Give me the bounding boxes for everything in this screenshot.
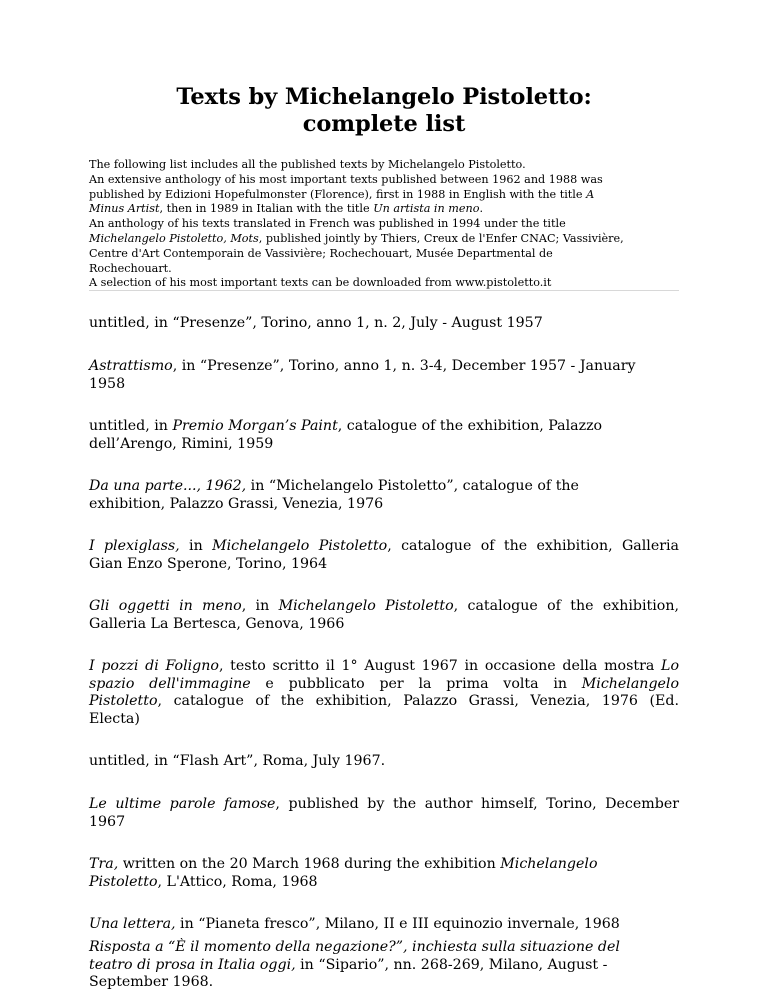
entry-line <box>89 957 679 975</box>
bibliography-entry <box>89 796 679 831</box>
intro-italic-text: Michelangelo Pistoletto, Mots <box>89 231 259 245</box>
entry-line <box>89 418 679 436</box>
entry-text: in “Pianeta fresco”, Milano, II e III equinozio invernale, 1968 <box>175 916 620 932</box>
entry-line <box>89 693 679 711</box>
entry-title: spazio dell'immagine <box>89 675 251 692</box>
entry-title: Michelangelo Pistoletto <box>212 538 388 554</box>
entry-text: written on the 20 March 1968 during the exhibition <box>118 856 501 872</box>
entry-title: Le ultime parole famose <box>89 796 276 812</box>
bibliography-entry <box>89 916 679 934</box>
bibliography-entry <box>89 856 679 891</box>
entry-title: Pistoletto <box>89 873 158 890</box>
entry-line <box>89 658 679 676</box>
title-line-1: Texts by Michelangelo Pistoletto: <box>176 84 592 110</box>
intro-line: A selection of his most important texts can be downloaded from www.pistoletto.it <box>89 276 552 290</box>
entry-text: , in “Presenze”, Torino, anno 1, n. 3-4, December 1957 - January <box>172 358 636 374</box>
entry-title: Michelangelo Pistoletto <box>278 598 454 614</box>
entry-text: in <box>179 538 213 554</box>
entry-line: Galleria La Bertesca, Genova, 1966 <box>89 615 345 632</box>
entry-title: Premio Morgan’s Paint <box>172 418 338 434</box>
bibliography-entry <box>89 538 679 573</box>
entry-line: 1958 <box>89 375 126 392</box>
entry-line <box>89 874 679 892</box>
intro-line: An extensive anthology of his most important texts published between 1962 and 1988 was <box>89 172 603 186</box>
entry-title: Una lettera, <box>89 916 176 932</box>
intro-line: The following list includes all the published texts by Michelangelo Pistoletto. <box>89 158 526 171</box>
entry-title: Pistoletto <box>89 693 158 709</box>
entry-line <box>89 856 679 874</box>
intro-line <box>89 188 689 203</box>
bibliography-entry <box>89 358 679 393</box>
entry-text: , published by the author himself, Torino, December <box>275 796 679 812</box>
entry-title: Michelangelo <box>500 856 598 872</box>
entry-title: I pozzi di Foligno <box>89 658 219 674</box>
entry-line: exhibition, Palazzo Grassi, Venezia, 1976 <box>89 495 384 512</box>
intro-line: Rochechouart. <box>89 261 172 275</box>
entry-title: Da una parte..., 1962, <box>89 478 247 494</box>
entry-line: 1967 <box>89 813 126 830</box>
intro-text: published by Edizioni Hopefulmonster (Florence), first in 1988 in English with the title <box>89 187 587 201</box>
entry-line <box>89 598 679 616</box>
intro-italic-text: Minus Artist <box>89 202 160 216</box>
intro-line <box>89 232 689 247</box>
entry-text: , catalogue of the exhibition, Galleria <box>387 538 679 554</box>
intro-text: , published jointly by Thiers, Creux de l'Enfer CNAC; Vassivière, <box>258 231 624 245</box>
bibliography-entry <box>89 753 679 771</box>
entry-title: Astrattismo <box>89 358 173 374</box>
bibliography-entry <box>89 658 679 728</box>
intro-text: , then in 1989 in Italian with the title <box>159 202 374 216</box>
page-title <box>110 84 658 138</box>
entry-title: I plexiglass, <box>89 538 180 554</box>
entry-line <box>89 796 679 814</box>
bibliography-entry <box>89 315 679 333</box>
entry-line: untitled, in “Flash Art”, Roma, July 1967. <box>89 753 386 769</box>
entry-line: Gian Enzo Sperone, Torino, 1964 <box>89 555 328 572</box>
entry-title: teatro di prosa in Italia oggi, <box>89 956 296 973</box>
entry-text: in “Sipario”, nn. 268-269, Milano, August - <box>295 956 608 973</box>
intro-line: Centre d'Art Contemporain de Vassivière; Rochechouart, Musée Departmental de <box>89 246 553 260</box>
entry-text: untitled, in <box>89 418 173 434</box>
intro-line: An anthology of his texts translated in French was published in 1994 under the title <box>89 217 566 231</box>
entry-title: Michelangelo <box>581 675 679 692</box>
intro-italic-text: Un artista in meno <box>373 202 480 216</box>
entry-line: Electa) <box>89 710 140 727</box>
entry-title: Gli oggetti in meno <box>89 598 242 614</box>
entry-line: untitled, in “Presenze”, Torino, anno 1, n. 2, July - August 1957 <box>89 315 543 331</box>
entry-text: e pubblicato per la prima volta in <box>250 675 582 692</box>
entry-title: Lo <box>661 658 679 674</box>
entry-line: dell’Arengo, Rimini, 1959 <box>89 435 274 452</box>
entry-line <box>89 358 679 376</box>
entry-line <box>89 478 679 496</box>
entry-line: September 1968. <box>89 974 214 990</box>
entry-text: in “Michelangelo Pistoletto”, catalogue of the <box>246 478 579 494</box>
entry-line <box>89 538 679 556</box>
entry-line <box>89 916 679 934</box>
entry-title: Tra, <box>89 856 119 872</box>
section-divider <box>89 290 679 291</box>
entry-title: Risposta a “È il momento della negazione?”, inchiesta sulla situazione del <box>89 939 620 955</box>
intro-line <box>89 202 689 217</box>
bibliography-entry <box>89 598 679 633</box>
entry-line <box>89 939 679 957</box>
bibliography-entry <box>89 418 679 453</box>
bibliography-entry <box>89 939 679 992</box>
bibliography-entry <box>89 478 679 513</box>
entry-text: , catalogue of the exhibition, Palazzo Grassi, Venezia, 1976 (Ed. <box>157 693 679 709</box>
entry-text: , L'Attico, Roma, 1968 <box>157 873 318 890</box>
intro-paragraph <box>89 158 689 291</box>
entry-text: , catalogue of the exhibition, Palazzo <box>337 418 603 434</box>
intro-italic-text: A <box>586 187 595 201</box>
entry-line <box>89 676 679 694</box>
title-line-2: complete list <box>302 111 466 137</box>
entry-text: , catalogue of the exhibition, <box>453 598 679 614</box>
intro-text: . <box>479 202 484 216</box>
entry-text: , in <box>241 598 279 614</box>
entry-text: , testo scritto il 1° August 1967 in occasione della mostra <box>218 658 662 674</box>
